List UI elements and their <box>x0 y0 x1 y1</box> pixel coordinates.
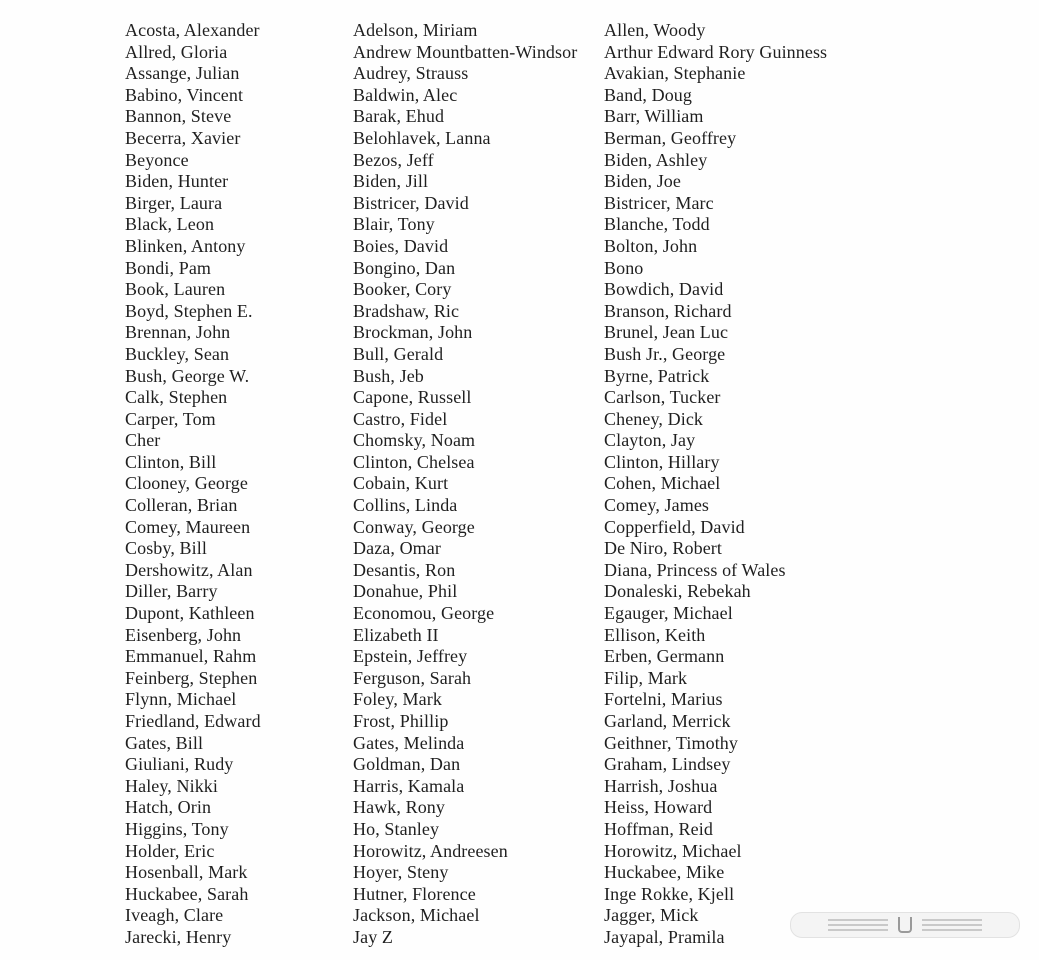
name-entry: Hosenball, Mark <box>125 862 248 883</box>
name-entry: Bull, Gerald <box>353 343 444 364</box>
name-entry: Donahue, Phil <box>353 581 458 602</box>
name-entry: Clayton, Jay <box>604 430 696 451</box>
name-entry: Capone, Russell <box>353 387 472 408</box>
name-column-1 <box>125 20 261 949</box>
name-entry: Hawk, Rony <box>353 797 445 818</box>
name-entry: Comey, James <box>604 495 710 516</box>
name-column-3 <box>604 20 827 949</box>
name-entry: Cheney, Dick <box>604 408 704 429</box>
name-entry: Buckley, Sean <box>125 343 230 364</box>
name-entry: Chomsky, Noam <box>353 430 476 451</box>
name-entry: Eisenberg, John <box>125 624 242 645</box>
name-entry: Carlson, Tucker <box>604 387 721 408</box>
name-entry: Egauger, Michael <box>604 603 733 624</box>
name-entry: Clinton, Hillary <box>604 451 720 472</box>
name-entry: Diller, Barry <box>125 581 218 602</box>
name-entry: Blanche, Todd <box>604 214 710 235</box>
name-entry: Allred, Gloria <box>125 41 228 62</box>
name-entry: Blair, Tony <box>353 214 435 235</box>
name-entry: Bondi, Pam <box>125 257 212 278</box>
name-entry: Hatch, Orin <box>125 797 212 818</box>
name-entry: Elizabeth II <box>353 624 439 645</box>
name-entry: Iveagh, Clare <box>125 905 224 926</box>
name-entry: Bistricer, David <box>353 192 469 213</box>
name-entry: Cobain, Kurt <box>353 473 449 494</box>
name-entry: Huckabee, Sarah <box>125 883 249 904</box>
scroll-pill[interactable] <box>790 912 1020 938</box>
name-entry: Becerra, Xavier <box>125 127 241 148</box>
name-entry: Clinton, Chelsea <box>353 451 475 472</box>
name-entry: Berman, Geoffrey <box>604 127 737 148</box>
name-entry: Jagger, Mick <box>604 905 699 926</box>
name-entry: Gates, Bill <box>125 732 204 753</box>
name-entry: Arthur Edward Rory Guinness <box>604 41 828 62</box>
name-entry: Band, Doug <box>604 84 692 105</box>
name-entry: Assange, Julian <box>125 63 240 84</box>
name-entry: Booker, Cory <box>353 279 452 300</box>
name-entry: Jayapal, Pramila <box>604 926 725 947</box>
name-entry: Horowitz, Andreesen <box>353 840 508 861</box>
name-entry: Audrey, Strauss <box>353 63 469 84</box>
name-entry: Dershowitz, Alan <box>125 559 253 580</box>
name-entry: Desantis, Ron <box>353 559 456 580</box>
name-entry: Emmanuel, Rahm <box>125 646 257 667</box>
name-entry: Calk, Stephen <box>125 387 228 408</box>
name-entry: Adelson, Miriam <box>353 20 478 40</box>
name-entry: Daza, Omar <box>353 538 441 559</box>
name-entry: Erben, Germann <box>604 646 725 667</box>
name-entry: Gates, Melinda <box>353 732 465 753</box>
name-entry: Bush, Jeb <box>353 365 424 386</box>
name-entry: Jay Z <box>353 926 393 947</box>
name-entry: Bush Jr., George <box>604 343 726 364</box>
name-entry: Barak, Ehud <box>353 106 445 127</box>
name-entry: Castro, Fidel <box>353 408 448 429</box>
name-entry: Fortelni, Marius <box>604 689 723 710</box>
name-entry: Carper, Tom <box>125 408 216 429</box>
name-entry: Collins, Linda <box>353 495 458 516</box>
name-entry: Barr, William <box>604 106 704 127</box>
name-entry: Biden, Hunter <box>125 171 229 192</box>
name-entry: Bongino, Dan <box>353 257 456 278</box>
name-entry: Ho, Stanley <box>353 818 440 839</box>
name-entry: Boyd, Stephen E. <box>125 300 253 321</box>
name-entry: Comey, Maureen <box>125 516 251 537</box>
name-entry: Filip, Mark <box>604 667 688 688</box>
name-entry: Geithner, Timothy <box>604 732 738 753</box>
name-entry: Hoffman, Reid <box>604 818 713 839</box>
name-entry: Branson, Richard <box>604 300 732 321</box>
name-entry: Graham, Lindsey <box>604 754 731 775</box>
name-entry: Byrne, Patrick <box>604 365 710 386</box>
name-entry: Brennan, John <box>125 322 231 343</box>
name-entry: Cher <box>125 430 161 451</box>
name-entry: Higgins, Tony <box>125 818 229 839</box>
name-entry: Inge Rokke, Kjell <box>604 883 735 904</box>
name-entry: Copperfield, David <box>604 516 745 537</box>
name-entry: Horowitz, Michael <box>604 840 742 861</box>
name-entry: Cohen, Michael <box>604 473 721 494</box>
name-entry: Frost, Phillip <box>353 711 449 731</box>
name-entry: Baldwin, Alec <box>353 84 458 105</box>
pill-lines-left <box>828 919 888 931</box>
name-entry: Clinton, Bill <box>125 451 217 472</box>
name-entry: Dupont, Kathleen <box>125 603 255 624</box>
name-entry: Biden, Joe <box>604 171 681 192</box>
name-entry: Clooney, George <box>125 473 248 494</box>
name-entry: Hutner, Florence <box>353 883 476 904</box>
name-entry: Bolton, John <box>604 235 698 256</box>
name-entry: Book, Lauren <box>125 279 226 300</box>
name-entry: Allen, Woody <box>604 20 706 40</box>
name-entry: Acosta, Alexander <box>125 20 260 40</box>
drag-handle-icon[interactable] <box>898 917 912 933</box>
name-entry: Harris, Kamala <box>353 775 465 796</box>
name-entry: Epstein, Jeffrey <box>353 646 468 667</box>
name-entry: Bush, George W. <box>125 365 250 386</box>
name-entry: Belohlavek, Lanna <box>353 127 491 148</box>
name-entry: Cosby, Bill <box>125 538 207 559</box>
name-entry: De Niro, Robert <box>604 538 722 559</box>
name-entry: Bowdich, David <box>604 279 724 300</box>
name-entry: Blinken, Antony <box>125 235 246 256</box>
name-entry: Flynn, Michael <box>125 689 237 710</box>
name-entry: Harrish, Joshua <box>604 775 718 796</box>
name-entry: Friedland, Edward <box>125 711 261 731</box>
name-entry: Feinberg, Stephen <box>125 667 258 688</box>
name-entry: Biden, Ashley <box>604 149 708 170</box>
name-entry: Heiss, Howard <box>604 797 713 818</box>
name-entry: Hoyer, Steny <box>353 862 449 883</box>
name-entry: Conway, George <box>353 516 475 537</box>
name-entry: Jackson, Michael <box>353 905 480 926</box>
name-entry: Andrew Mountbatten-Windsor <box>353 41 578 62</box>
name-entry: Economou, George <box>353 603 495 624</box>
name-entry: Jarecki, Henry <box>125 926 232 947</box>
pill-lines-right <box>922 919 982 931</box>
name-entry: Haley, Nikki <box>125 775 219 796</box>
name-entry: Black, Leon <box>125 214 215 235</box>
name-entry: Foley, Mark <box>353 689 442 710</box>
name-entry: Giuliani, Rudy <box>125 754 234 775</box>
name-entry: Donaleski, Rebekah <box>604 581 751 602</box>
name-entry: Bannon, Steve <box>125 106 232 127</box>
name-entry: Diana, Princess of Wales <box>604 559 786 580</box>
name-entry: Brockman, John <box>353 322 473 343</box>
name-entry: Birger, Laura <box>125 192 223 213</box>
name-entry: Ellison, Keith <box>604 624 706 645</box>
name-entry: Bezos, Jeff <box>353 149 434 170</box>
name-entry: Bono <box>604 257 644 278</box>
name-entry: Beyonce <box>125 149 189 170</box>
name-entry: Goldman, Dan <box>353 754 461 775</box>
name-entry: Ferguson, Sarah <box>353 667 472 688</box>
name-entry: Colleran, Brian <box>125 495 238 516</box>
name-entry: Huckabee, Mike <box>604 862 725 883</box>
name-column-2 <box>353 20 577 949</box>
name-entry: Bradshaw, Ric <box>353 300 460 321</box>
name-entry: Babino, Vincent <box>125 84 244 105</box>
name-entry: Holder, Eric <box>125 840 215 861</box>
name-entry: Brunel, Jean Luc <box>604 322 729 343</box>
name-entry: Avakian, Stephanie <box>604 63 746 84</box>
name-entry: Boies, David <box>353 235 449 256</box>
name-entry: Garland, Merrick <box>604 711 731 731</box>
name-entry: Bistricer, Marc <box>604 192 714 213</box>
name-entry: Biden, Jill <box>353 171 429 192</box>
